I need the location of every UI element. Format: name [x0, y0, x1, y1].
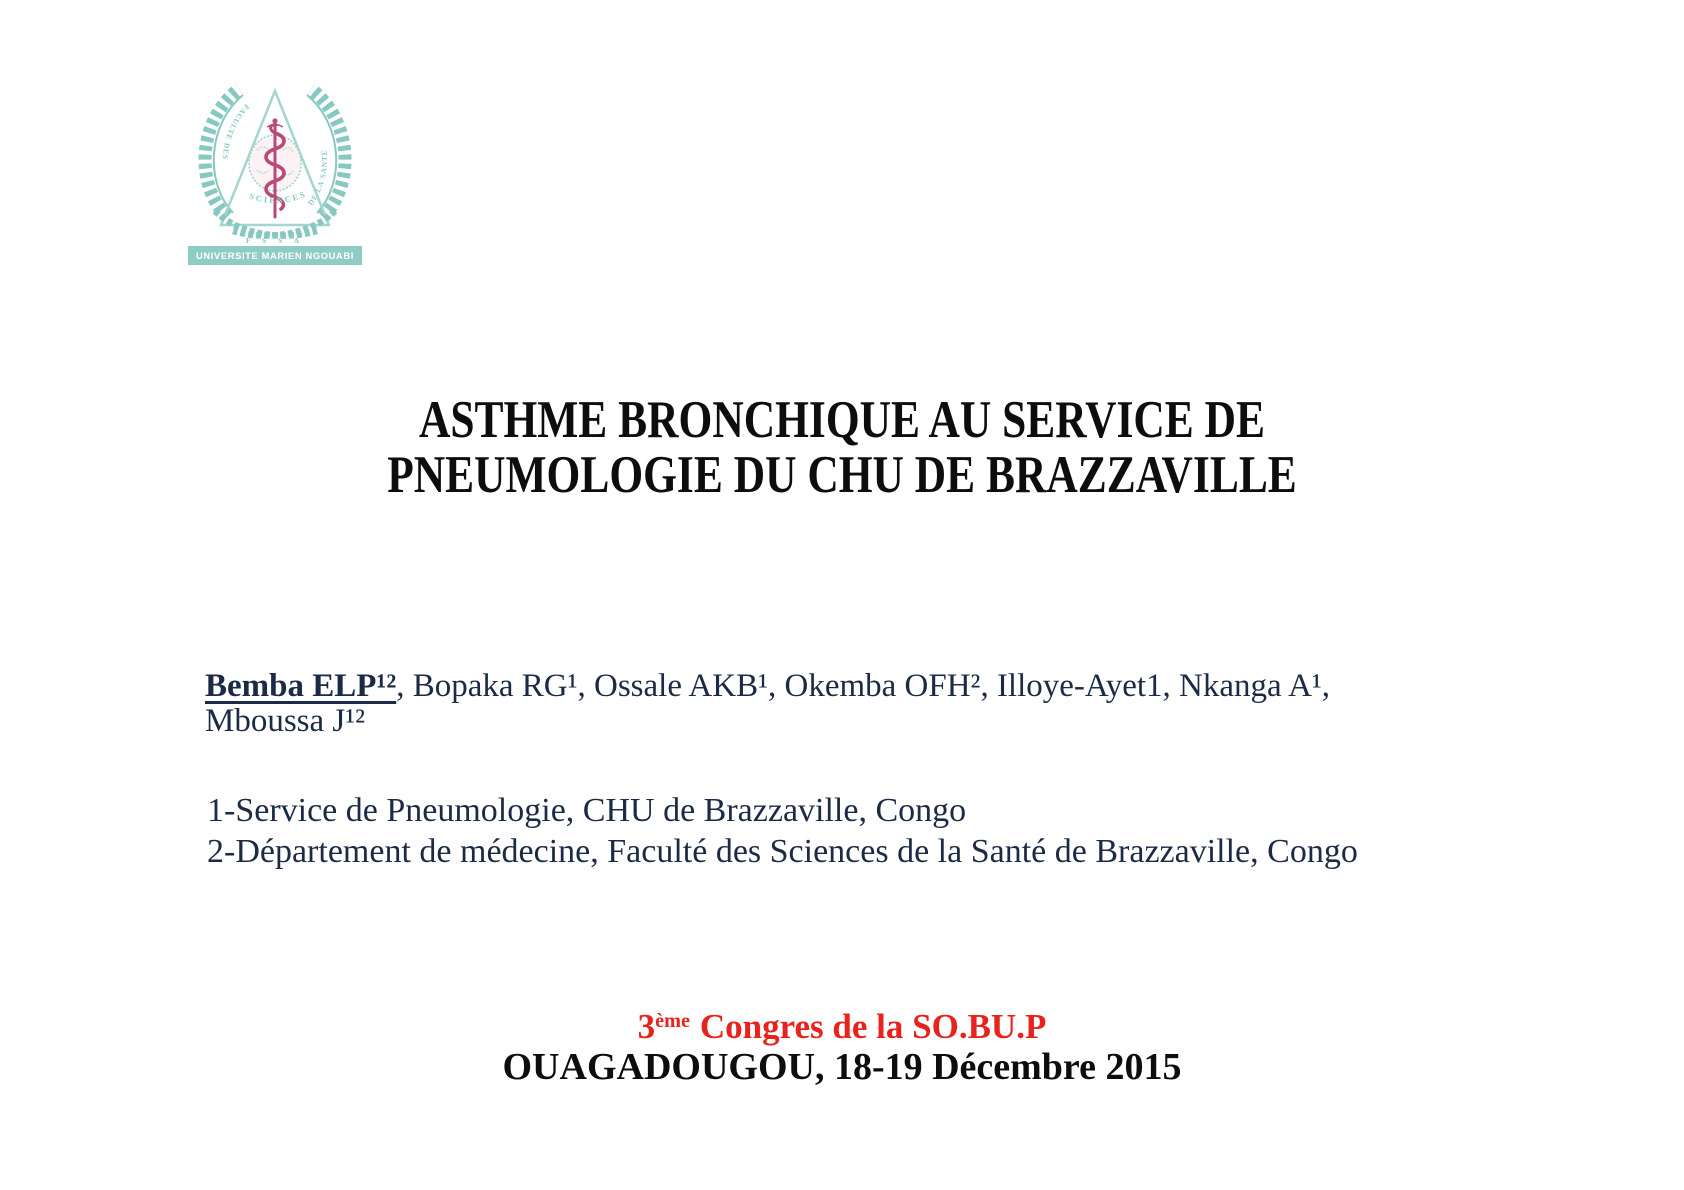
congress-title: Congres de la SO.BU.P: [699, 1007, 1047, 1047]
event-date-line: OUAGADOUGOU, 18-19 Décembre 2015: [502, 1046, 1182, 1089]
authors-rest: , Bopaka RG¹, Ossale AKB¹, Okemba OFH², Illoye-Ayet1, Nkanga A¹,: [396, 668, 1331, 704]
authors-line-2: Mboussa J¹²: [205, 703, 366, 739]
logo-banner-label: UNIVERSITE MARIEN NGOUABI: [196, 251, 354, 261]
affiliation-line-1: 1-Service de Pneumologie, CHU de Brazzaville, Congo: [207, 792, 967, 829]
title-line-1: ASTHME BRONCHIQUE AU SERVICE DE: [418, 391, 1266, 449]
lead-author: Bemba ELP¹²: [205, 668, 397, 704]
title-line-2: PNEUMOLOGIE DU CHU DE BRAZZAVILLE: [387, 446, 1297, 504]
sante-arc-label: DE LA SANTE: [305, 148, 329, 208]
affiliation-line-2: 2-Département de médecine, Faculté des Sciences de la Santé de Brazzaville, Congo: [207, 833, 1358, 870]
faculty-arc-label: FACULTE DES: [221, 102, 252, 161]
slide-title: [152, 393, 1533, 503]
sciences-arc-label: SCIENCES: [248, 188, 309, 206]
university-logo: [187, 75, 363, 265]
authors-line-1: [205, 669, 1624, 704]
congress-line: [0, 1001, 1684, 1047]
footer-block: [0, 1001, 1684, 1087]
fssa-acronym-label: F S S A: [245, 236, 305, 245]
logo-banner: [188, 246, 362, 265]
authors-block: [205, 669, 1624, 739]
congress-number: 3: [637, 1007, 656, 1047]
affiliations-block: [207, 790, 1644, 872]
congress-ordinal: ème: [655, 1010, 691, 1032]
